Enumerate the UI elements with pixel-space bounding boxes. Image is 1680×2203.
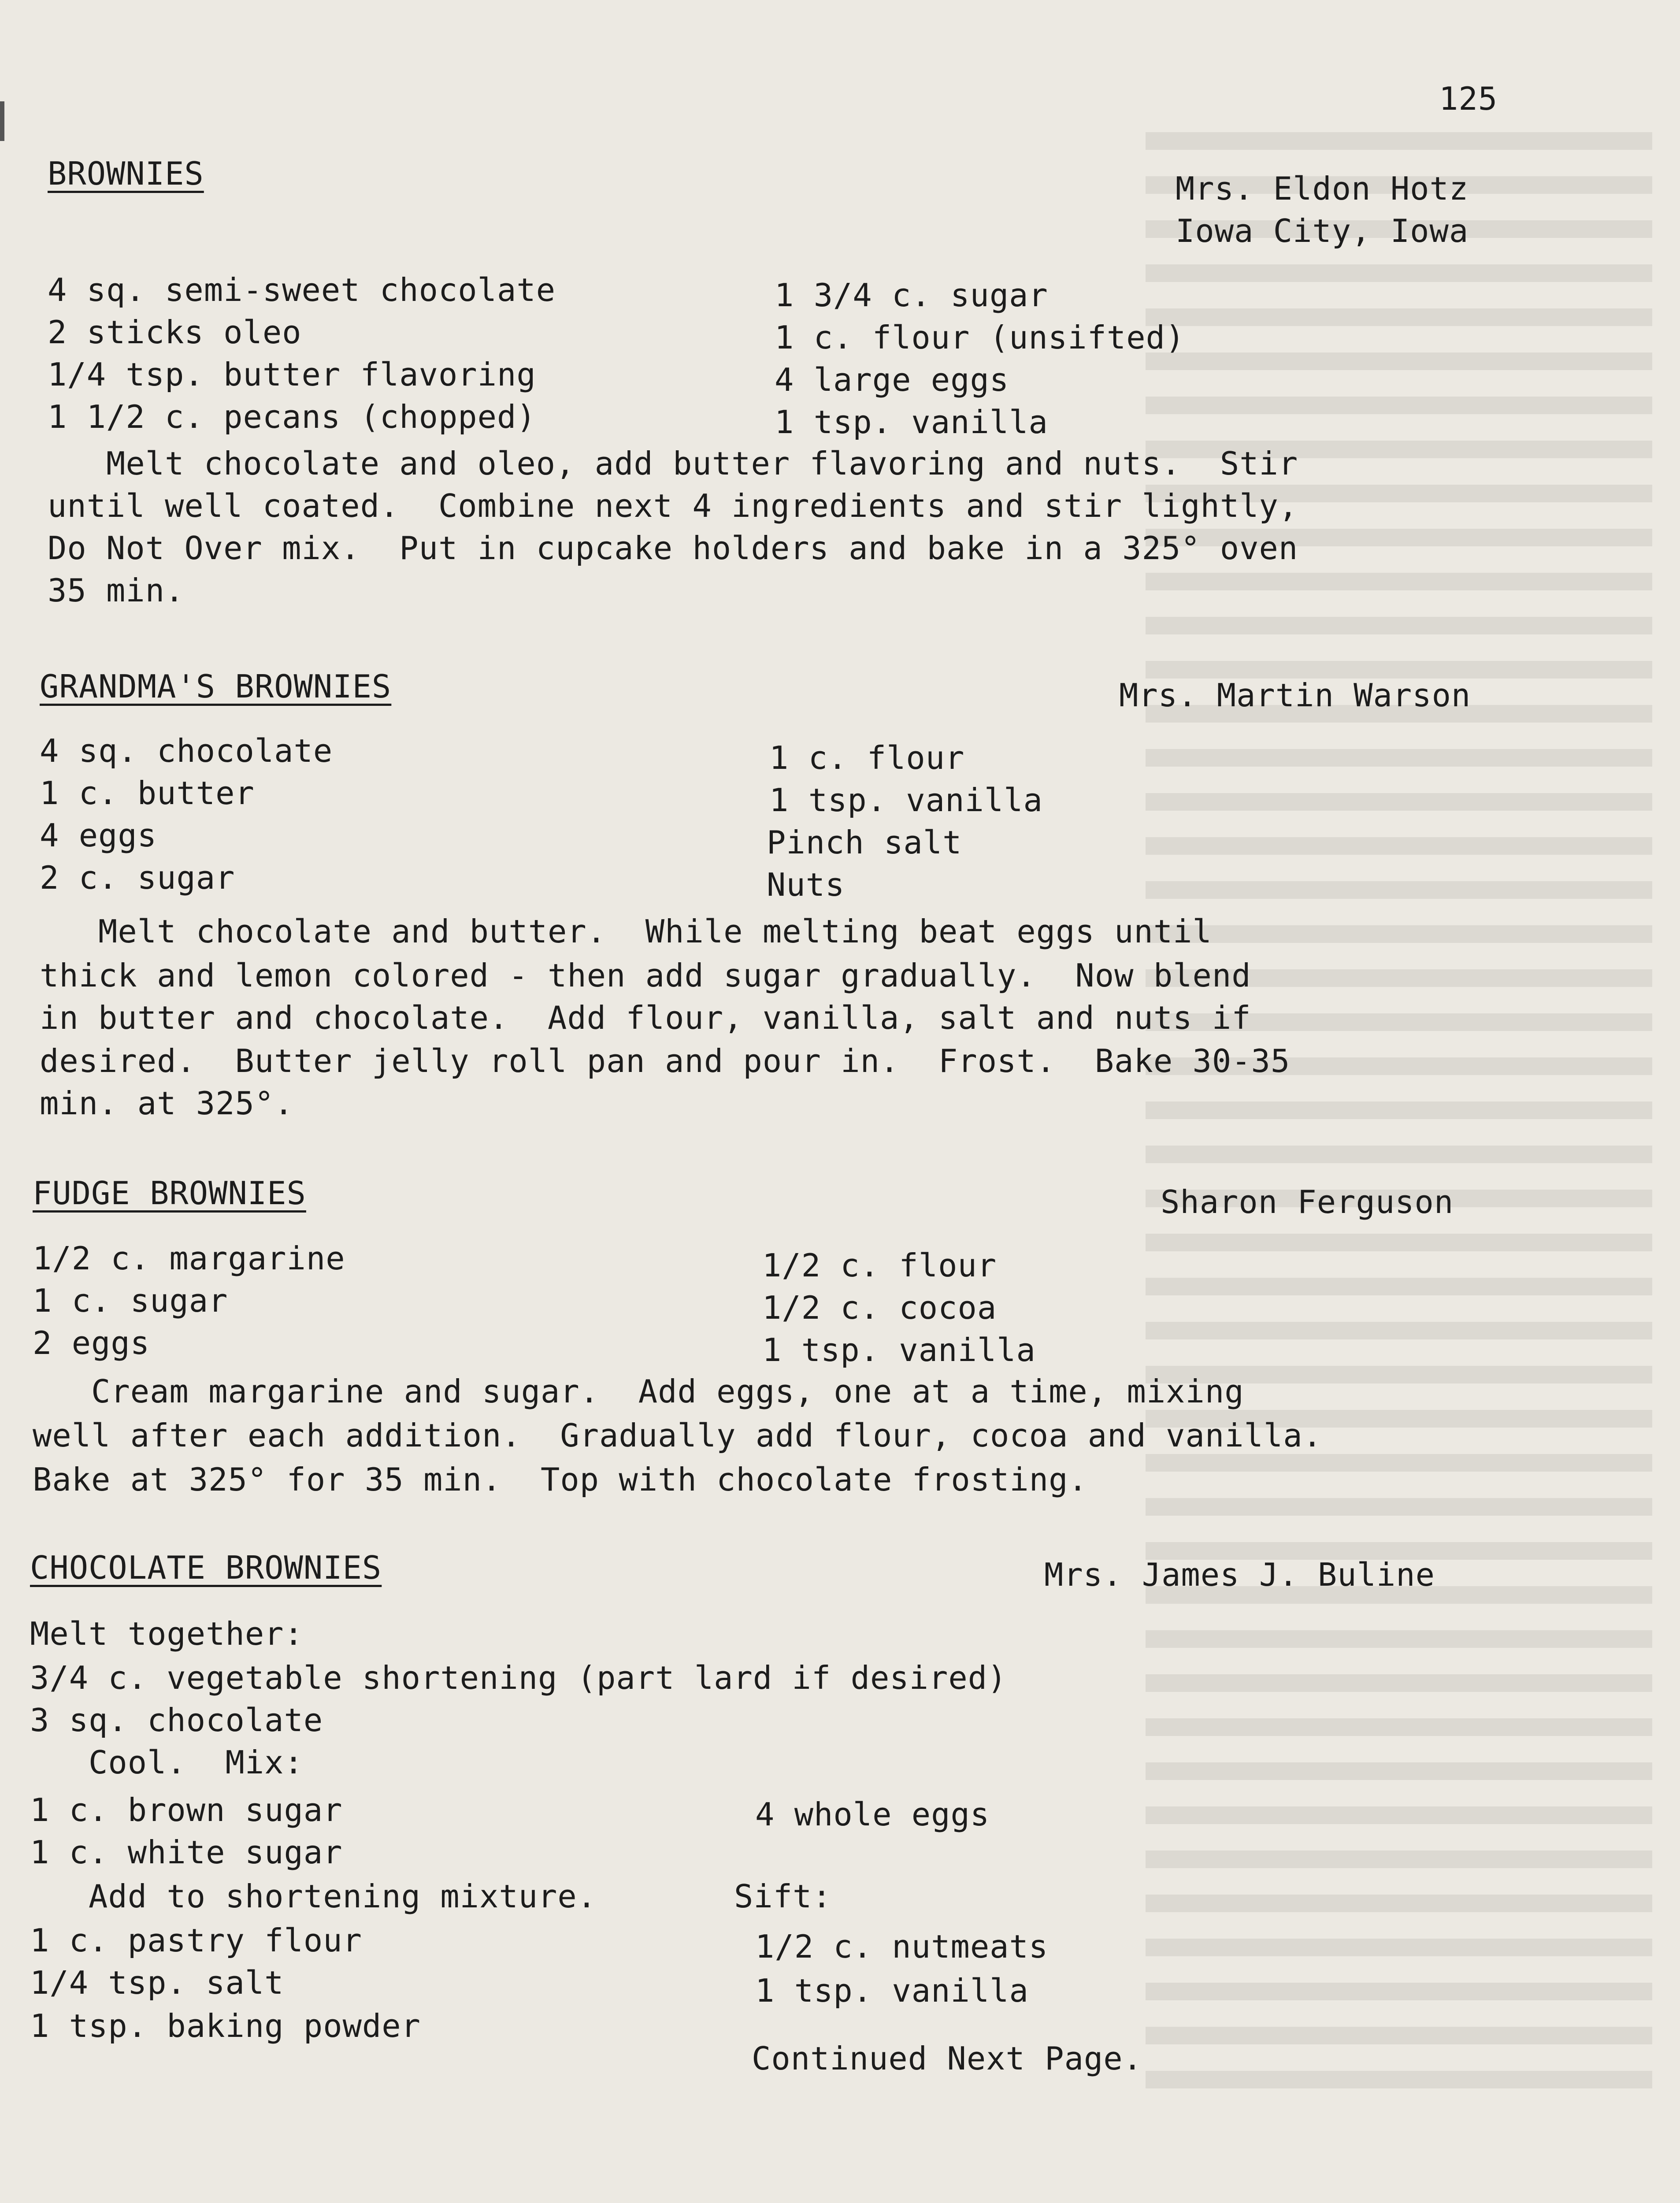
ingredient: 1/2 c. cocoa [762,1289,997,1326]
ingredient: 4 sq. chocolate [40,732,333,769]
directions-line: Melt chocolate and butter. While melting beat eggs until [40,913,1212,950]
ingredient: 1 c. sugar [33,1282,228,1319]
directions-line: well after each addition. Gradually add flour, cocoa and vanilla. [33,1417,1322,1454]
directions-line: Cream margarine and sugar. Add eggs, one at a time, mixing [33,1373,1244,1410]
directions-line: min. at 325°. [40,1085,294,1122]
ingredient: 1/2 c. nutmeats [755,1928,1049,1965]
instruction-line: 3/4 c. vegetable shortening (part lard if desired) [30,1659,1007,1696]
recipe-author: Mrs. Eldon Hotz [1176,170,1469,207]
recipe-author: Sharon Ferguson [1161,1183,1454,1220]
ingredient: 1 tsp. vanilla [775,404,1048,441]
ingredient: 1 tsp. vanilla [755,1972,1029,2009]
ingredient: 2 sticks oleo [48,314,302,351]
recipe-author-location: Iowa City, Iowa [1176,212,1469,249]
ingredient: 4 large eggs [775,361,1009,398]
ingredient: 1 c. flour [769,739,965,776]
instruction-line: Add to shortening mixture. [30,1878,597,1915]
ingredient: 1/2 c. flour [762,1247,997,1284]
ingredient: 1 c. butter [40,775,255,812]
ingredient: 2 c. sugar [40,859,235,896]
directions-line: in butter and chocolate. Add flour, vanilla, salt and nuts if [40,999,1251,1036]
recipe-title: CHOCOLATE BROWNIES [30,1549,382,1586]
directions-line: Do Not Over mix. Put in cupcake holders and bake in a 325° oven [48,530,1298,567]
ingredient: 4 whole eggs [755,1796,990,1833]
instruction-line: Melt together: [30,1615,304,1652]
ingredient: Pinch salt [767,824,962,861]
ingredient: Nuts [767,866,845,903]
recipe-title: FUDGE BROWNIES [33,1175,306,1212]
ingredient: 1 c. flour (unsifted) [775,319,1185,356]
ingredient: 1/2 c. margarine [33,1240,345,1277]
directions-line: Melt chocolate and oleo, add butter flavoring and nuts. Stir [48,445,1298,482]
ingredient: 1 1/2 c. pecans (chopped) [48,398,536,435]
directions-line: until well coated. Combine next 4 ingredients and stir lightly, [48,487,1298,524]
ingredient: 1 tsp. baking powder [30,2007,421,2044]
ingredient: 4 sq. semi-sweet chocolate [48,271,556,308]
ingredient: 1 3/4 c. sugar [775,277,1048,314]
directions-line: 35 min. [48,572,185,609]
ingredient: 2 eggs [33,1324,150,1361]
page-number: 125 [1439,80,1498,117]
ingredient: 1 tsp. vanilla [762,1331,1036,1369]
recipe-author: Mrs. James J. Buline [1044,1556,1435,1593]
instruction-line: Cool. Mix: [30,1744,304,1781]
ingredient: 1/4 tsp. butter flavoring [48,356,536,393]
recipe-title: GRANDMA'S BROWNIES [40,668,392,705]
instruction-line: Sift: [734,1878,832,1915]
bleed-through-texture [1146,132,1652,2115]
ingredient: 1 c. pastry flour [30,1922,362,1959]
directions-line: thick and lemon colored - then add sugar gradually. Now blend [40,957,1251,994]
continued-note: Continued Next Page. [752,2040,1142,2077]
recipe-author: Mrs. Martin Warson [1119,677,1471,714]
ingredient: 1 c. brown sugar [30,1791,343,1828]
ingredient: 4 eggs [40,817,157,854]
recipe-title: BROWNIES [48,155,204,192]
ingredient: 1 c. white sugar [30,1834,343,1871]
binding-mark [0,101,4,141]
ingredient: 1/4 tsp. salt [30,1964,284,2001]
ingredient: 1 tsp. vanilla [769,782,1043,819]
instruction-line: 3 sq. chocolate [30,1702,323,1739]
directions-line: Bake at 325° for 35 min. Top with chocolate frosting. [33,1461,1088,1498]
directions-line: desired. Butter jelly roll pan and pour in. Frost. Bake 30-35 [40,1042,1291,1079]
